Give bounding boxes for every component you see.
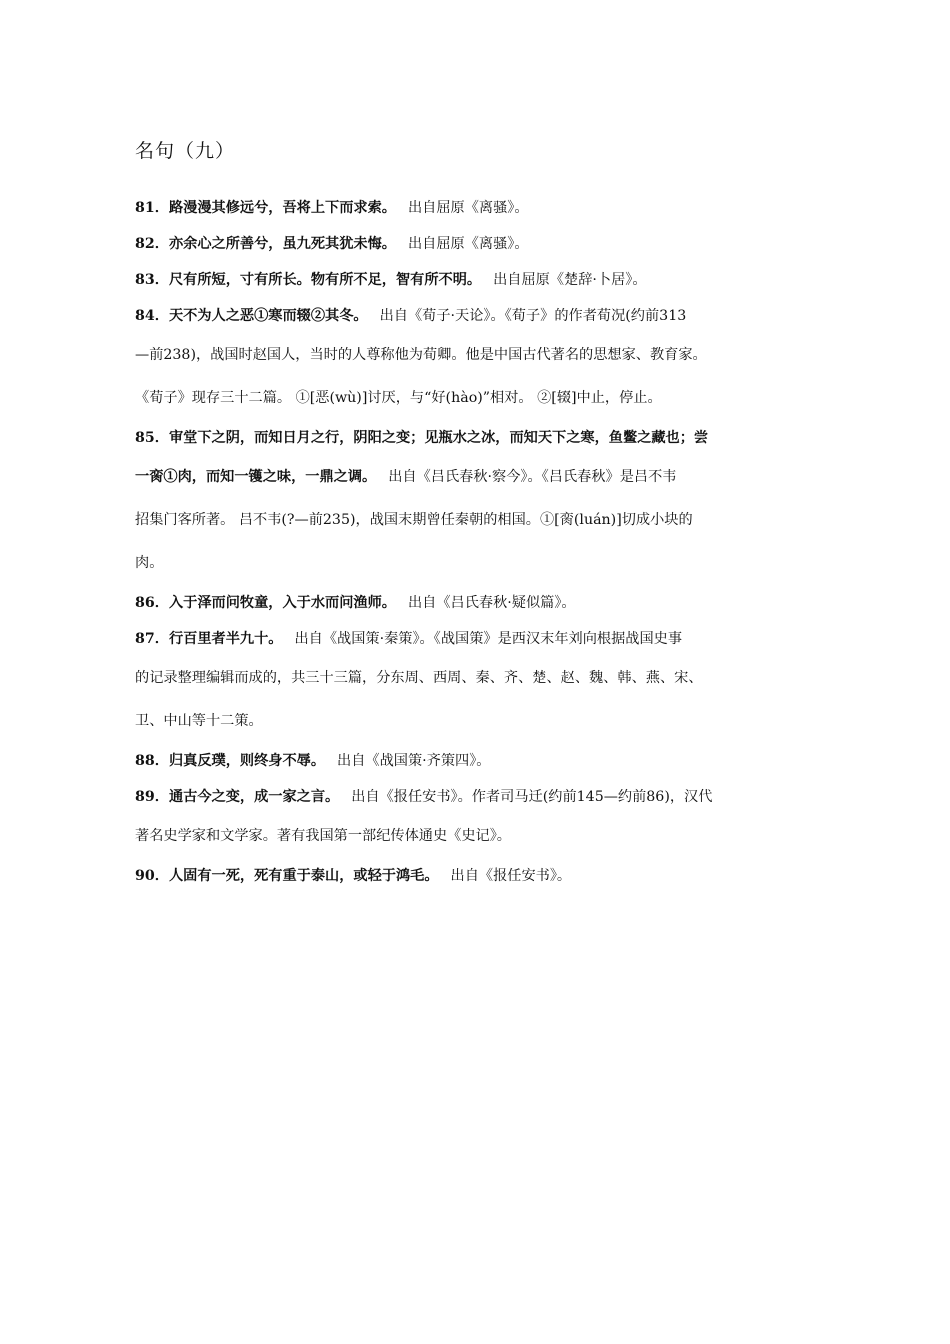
entry-note-line: 招集门客所著。 吕不韦(?—前235)，战国末期曾任秦朝的相国。①[脔(luán)]切成小块的 <box>135 512 693 528</box>
entry-quote: 亦余心之所善兮，虽九死其犹未悔。 <box>168 236 396 252</box>
entry-number: 88． <box>135 753 169 769</box>
entry-87 <box>135 621 817 743</box>
entry-source: 出自《吕氏春秋·察今》。《吕氏春秋》是吕不韦 <box>388 469 677 485</box>
entry-number: 86． <box>135 595 169 611</box>
entry-number: 87． <box>135 631 169 647</box>
entry-quote: 行百里者半九十。 <box>168 631 283 647</box>
entry-number: 84． <box>135 308 169 324</box>
entry-note-line: 著名史学家和文学家。著有我国第一部纪传体通史《史记》。 <box>135 828 511 844</box>
entry-81 <box>135 190 817 226</box>
entry-88 <box>135 743 817 779</box>
entry-number: 83． <box>135 272 169 288</box>
entry-number: 90． <box>135 868 169 884</box>
entry-source: 出自屈原《离骚》。 <box>407 236 529 252</box>
entry-quote: 通古今之变，成一家之言。 <box>168 789 340 805</box>
entry-number: 82． <box>135 236 169 252</box>
entry-quote-continued: 一脔①肉，而知一镬之味，一鼎之调。 <box>135 469 377 485</box>
entry-83 <box>135 262 817 298</box>
entry-source: 出自屈原《楚辞·卜居》。 <box>493 272 647 288</box>
entry-number: 81． <box>135 200 169 216</box>
entry-number: 89． <box>135 789 169 805</box>
entry-number: 85． <box>135 430 169 446</box>
entry-note-line: 肉。 <box>135 555 164 571</box>
entry-source: 出自《报任安书》。 <box>450 868 572 884</box>
entry-quote: 审堂下之阴，而知日月之行，阴阳之变；见瓶水之冰，而知天下之寒，鱼鳖之藏也；尝 <box>168 430 709 446</box>
entry-source: 出自《吕氏春秋·疑似篇》。 <box>407 595 576 611</box>
entry-source: 出自屈原《离骚》。 <box>407 200 529 216</box>
entry-source: 出自《报任安书》。作者司马迁(约前145—约前86)，汉代 <box>351 789 713 805</box>
entry-quote: 人固有一死，死有重于泰山，或轻于鸿毛。 <box>168 868 439 884</box>
entry-84 <box>135 298 817 420</box>
entry-source: 出自《战国策·秦策》。《战国策》是西汉末年刘向根据战国史事 <box>294 631 683 647</box>
entry-82 <box>135 226 817 262</box>
entry-quote: 入于泽而问牧童，入于水而问渔师。 <box>168 595 396 611</box>
entry-86 <box>135 585 817 621</box>
entry-note-line: 的记录整理编辑而成的，共三十三篇，分东周、西周、秦、齐、楚、赵、魏、韩、燕、宋、 <box>135 670 703 686</box>
entry-note-line: 《荀子》现存三十二篇。 ①[恶(wù)]讨厌，与“好(hào)”相对。 ②[辍]中止，停止。 <box>135 390 662 406</box>
entry-note-line: —前238)，战国时赵国人，当时的人尊称他为荀卿。他是中国古代著名的思想家、教育家。 <box>135 347 707 363</box>
page-title: 名句（九） <box>135 140 236 162</box>
entry-quote: 天不为人之恶①寒而辍②其冬。 <box>168 308 368 324</box>
entry-source: 出自《荀子·天论》。《荀子》的作者荀况(约前313 <box>379 308 687 324</box>
entry-list <box>135 190 817 894</box>
entry-quote: 路漫漫其修远兮，吾将上下而求索。 <box>168 200 396 216</box>
entry-quote: 尺有所短，寸有所长。物有所不足，智有所不明。 <box>168 272 482 288</box>
entry-85 <box>135 420 817 585</box>
entry-note-line: 卫、中山等十二策。 <box>135 713 263 729</box>
entry-89 <box>135 779 817 858</box>
entry-source: 出自《战国策·齐策四》。 <box>337 753 491 769</box>
entry-quote: 归真反璞，则终身不辱。 <box>168 753 326 769</box>
entry-90 <box>135 858 817 894</box>
